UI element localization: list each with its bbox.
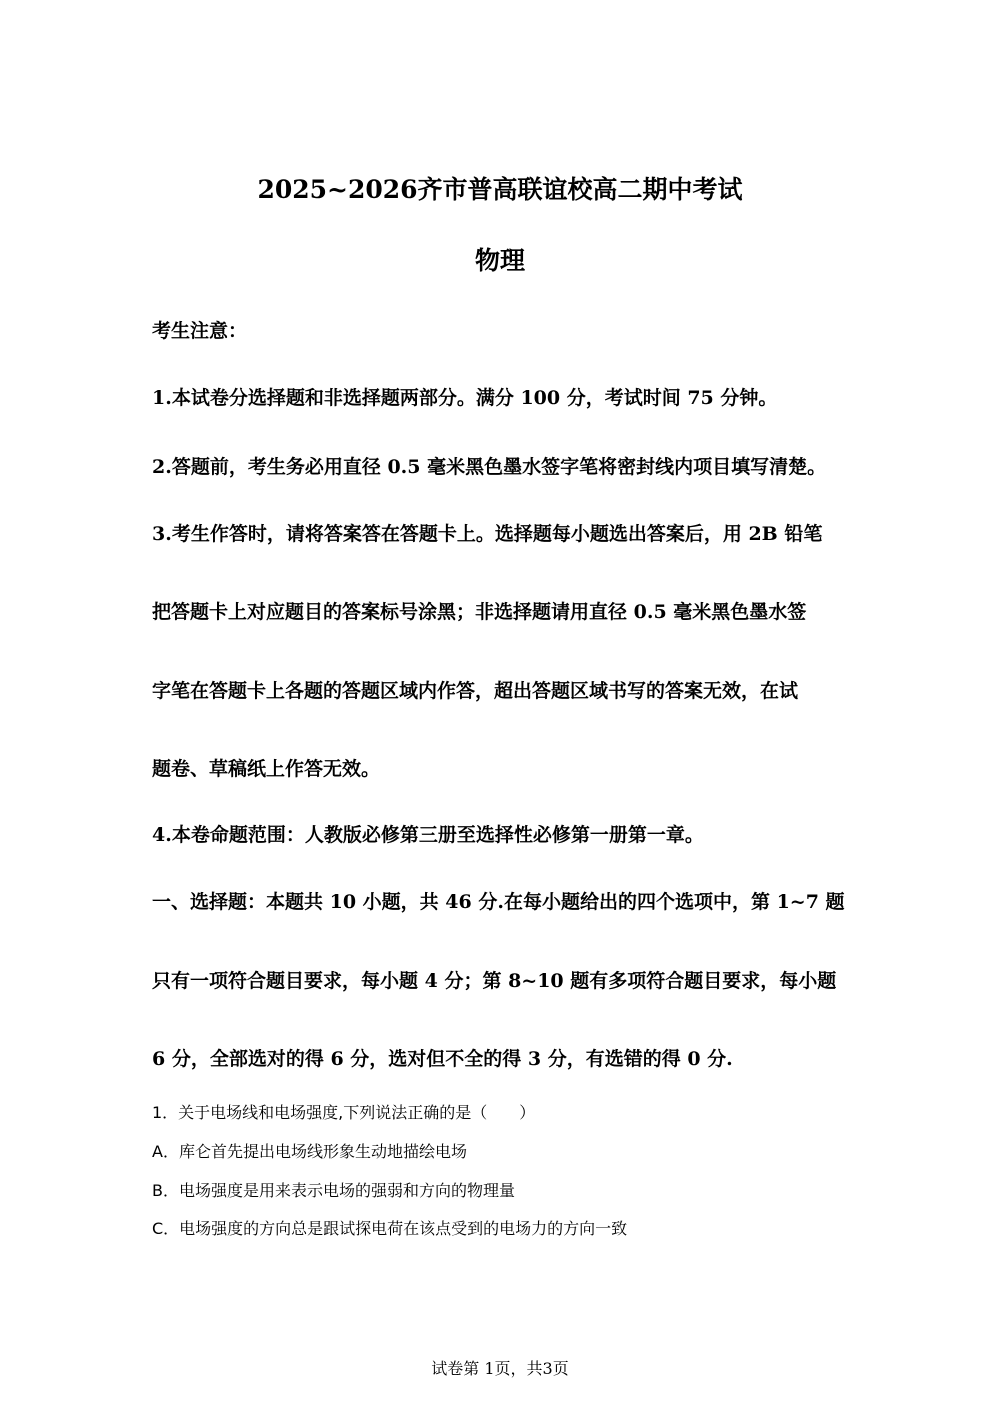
notice-line: 3.考生作答时，请将答案答在答题卡上。选择题每小题选出答案后，用 2B 铅笔 <box>152 523 823 545</box>
notice-line: 字笔在答题卡上各题的答题区域内作答，超出答题区域书写的答案无效，在试 <box>152 680 799 702</box>
notice-line: 2.答题前，考生务必用直径 0.5 毫米黑色墨水签字笔将密封线内项目填写清楚。 <box>152 456 827 478</box>
notice-line: 题卷、草稿纸上作答无效。 <box>152 758 381 780</box>
notice-line: 把答题卡上对应题目的答案标号涂黑；非选择题请用直径 0.5 毫米黑色墨水签 <box>152 601 807 623</box>
section-instruction-line: 只有一项符合题目要求，每小题 4 分；第 8~10 题有多项符合题目要求，每小题 <box>152 970 837 992</box>
section-instruction-line: 6 分，全部选对的得 6 分，选对但不全的得 3 分，有选错的得 0 分. <box>152 1048 733 1070</box>
notice-line: 1.本试卷分选择题和非选择题两部分。满分 100 分，考试时间 75 分钟。 <box>152 387 778 409</box>
notice-heading: 考生注意： <box>152 320 248 342</box>
page-footer: 试卷第 1页，共3页 <box>431 1359 569 1378</box>
option-c: C．电场强度的方向总是跟试探电荷在该点受到的电场力的方向一致 <box>152 1219 628 1238</box>
section-instruction-line: 一、选择题：本题共 10 小题，共 46 分.在每小题给出的四个选项中，第 1~7 题 <box>152 891 845 913</box>
exam-title: 2025~2026齐市普高联谊校高二期中考试 <box>257 175 743 204</box>
subject-title: 物理 <box>474 246 525 275</box>
option-a: A．库仑首先提出电场线形象生动地描绘电场 <box>152 1142 467 1161</box>
option-b: B．电场强度是用来表示电场的强弱和方向的物理量 <box>152 1181 515 1200</box>
notice-line: 4.本卷命题范围：人教版必修第三册至选择性必修第一册第一章。 <box>152 824 704 846</box>
question-stem: 1．关于电场线和电场强度,下列说法正确的是（ ） <box>152 1103 536 1122</box>
